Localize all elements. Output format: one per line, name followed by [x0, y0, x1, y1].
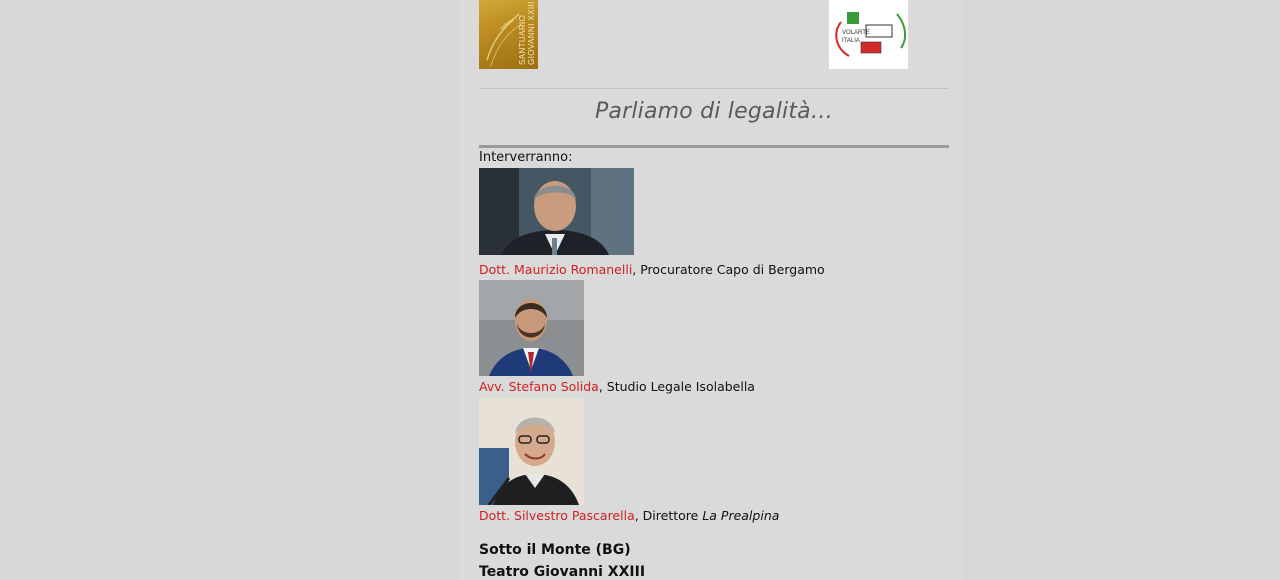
speaker-caption-3: [479, 508, 779, 523]
speaker-role: , Direttore: [634, 508, 703, 523]
speaker-caption-1: [479, 262, 825, 277]
speaker-photo-pascarella: [479, 398, 584, 505]
intro-label: Interverranno:: [479, 150, 573, 165]
santuario-logo-text: SANTUARIO GIOVANNI XXIII: [518, 1, 536, 65]
speaker-photo-solida: [479, 280, 584, 376]
speaker-role: , Studio Legale Isolabella: [598, 379, 755, 394]
speaker-role: , Procuratore Capo di Bergamo: [632, 262, 825, 277]
venue-theater: Teatro Giovanni XXIII: [479, 564, 646, 580]
divider: [479, 88, 949, 89]
volarte-logo-text: VOLARTE ITALIA: [842, 30, 870, 44]
speaker-name: Avv. Stefano Solida: [479, 379, 599, 394]
page-title: Parliamo di legalità…: [594, 99, 834, 124]
speaker-name: Dott. Silvestro Pascarella: [479, 508, 635, 523]
volarte-italia-logo: [829, 0, 908, 69]
speaker-photo-romanelli: [479, 168, 634, 255]
divider-thick: [479, 145, 949, 148]
santuario-logo: [479, 0, 538, 69]
venue-location: Sotto il Monte (BG): [479, 542, 631, 558]
speaker-name: Dott. Maurizio Romanelli: [479, 262, 633, 277]
speaker-role-italic: La Prealpina: [702, 508, 780, 523]
speaker-caption-2: [479, 379, 755, 394]
